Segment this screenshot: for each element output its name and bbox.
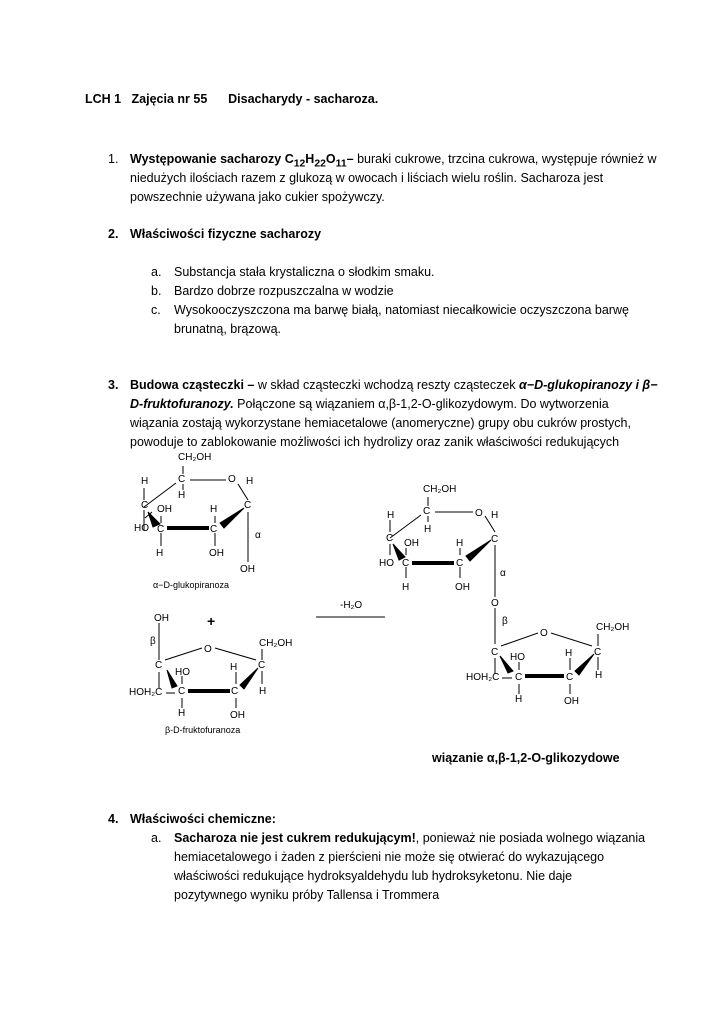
atom-label: C [491,647,499,658]
atom-label: C [515,672,523,683]
atom-label: H [402,582,410,593]
list-letter-a: a. [151,265,162,279]
atom-label: H [246,476,254,487]
beta-label: β [150,636,156,647]
atom-label: OH [209,548,224,559]
fructose-ch2oh-label: CH₂OH [259,638,293,649]
glycosidic-oxygen: O [491,598,499,609]
section-4-line-2: hemiacetalowego i żaden z pierścieni nie może się otwierać do wykazującego [174,850,605,864]
section-4-line-4: pozytywnego wyniku próby Tallensa i Trommera [174,888,440,902]
atom-label: C [157,524,165,535]
atom-label: C [456,558,464,569]
atom-label: HO [379,558,394,569]
section-2-title: Właściwości fizyczne sacharozy [130,227,322,241]
atom-label: H [178,708,186,719]
atom-label: H [141,476,149,487]
atom-label: H [259,686,267,697]
atom-label: HO [510,652,525,663]
atom-label: HO [175,667,190,678]
section-4-number: 4. [108,812,119,826]
atom-label: O [228,474,236,485]
list-letter-a: a. [151,831,162,845]
section-4-title: Właściwości chemiczne: [130,812,276,826]
atom-label: OH [230,710,245,721]
atom-label: OH [404,538,419,549]
atom-label: OH [455,582,470,593]
atom-label: H [491,510,499,521]
atom-label: C [386,533,394,544]
atom-label: HOH₂C [466,672,500,683]
glucose-ch2oh-label: CH₂OH [178,452,212,463]
atom-label: O [475,508,483,519]
atom-label: H [156,548,164,559]
list-letter-b: b. [151,284,162,298]
atom-label: OH [154,613,169,624]
list-letter-c: c. [151,303,161,317]
atom-label: C [244,500,252,511]
atom-label: C [258,660,266,671]
atom-label: C [423,506,431,517]
section-3-line-2: D-fruktofuranozy. Połączone są wiązaniem α,β-1,2-O-glikozydowym. Do wytworzenia [130,397,609,411]
section-1-number: 1. [108,152,119,166]
atom-label: H [210,504,218,515]
bond-caption: wiązanie α,β-1,2-O-glikozydowe [432,751,620,765]
atom-label: C [155,660,163,671]
atom-label: HOH₂C [129,687,163,698]
atom-label: H [230,662,238,673]
atom-label: OH [240,564,255,575]
atom-label: H [515,694,523,705]
atom-label: H [595,670,603,681]
lesson-label: Zajęcia nr 55 [131,92,208,106]
property-item: Bardzo dobrze rozpuszczalna w wodzie [174,284,394,298]
section-3-number: 3. [108,378,119,392]
beta-label: β [502,616,508,627]
atom-label: H [387,510,395,521]
section-1-line-3: powszechnie używana jako cukier spożywczy. [130,190,385,204]
atom-label: H [424,524,432,535]
topic-title: Disacharydy - sacharoza. [228,92,379,106]
atom-label: OH [564,696,579,707]
plus-sign: + [207,613,216,629]
atom-label: C [231,686,239,697]
section-3-line-1: Budowa cząsteczki – w skład cząsteczki wchodzą reszty cząsteczek α−D-glukopiranozy i β− [130,378,658,392]
property-item: Substancja stała krystaliczna o słodkim smaku. [174,265,435,279]
atom-label: HO [134,523,149,534]
glucose-caption: α−D-glukopiranoza [153,580,229,590]
alpha-label: α [500,568,506,579]
section-4-line-1: Sacharoza nie jest cukrem redukującym!, ponieważ nie posiada wolnego wiązania [174,831,646,845]
property-item-continued: brunatną, brązową. [174,322,282,336]
atom-label: OH [157,504,172,515]
atom-label: C [402,558,410,569]
section-3-line-3: wiązania zostają wykorzystane hemiacetalowe (anomeryczne) grupy obu cukrów prostych, [130,416,631,430]
alpha-label: α [255,530,261,541]
atom-label: O [540,628,548,639]
atom-label: C [491,534,499,545]
fructose-caption: β-D-fruktofuranoza [165,725,241,735]
atom-label: O [204,644,212,655]
atom-label: C [210,524,218,535]
arrow-label: -H₂O [340,600,363,611]
atom-label: C [566,672,574,683]
atom-label: C [178,686,186,697]
atom-label: C [178,474,186,485]
section-1-line-2: niedużych ilościach razem z glukozą w owocach i liściach wielu roślin. Sacharoza jest [130,171,604,185]
sucrose-fructose-ch2oh-label: CH₂OH [596,622,630,633]
property-item: Wysokooczyszczona ma barwę białą, natomiast niecałkowicie oczyszczona barwę [174,303,629,317]
atom-label: H [565,648,573,659]
section-1-line-1: Występowanie sacharozy $C_{12}H_{22}O_{11}-$ buraki cukrowe, trzcina cukrowa, występuje również w [130,152,657,170]
atom-label: H [456,538,464,549]
course-label: LCH 1 [85,92,122,106]
sucrose-ch2oh-label: CH₂OH [423,484,457,495]
section-4-line-3: właściwości redukujące hydroksyaldehydu lub hydroksyketonu. Nie daje [174,869,573,883]
section-2-number: 2. [108,227,119,241]
atom-label: H [178,490,186,501]
section-3-line-4: powoduje to zablokowanie możliwości ich hydrolizy oraz zanik właściwości redukujących [130,435,620,449]
atom-label: C [594,647,602,658]
section-1-title: Występowanie sacharozy $C_{12}H_{22}O_{11}-$ [130,152,354,170]
atom-label: C [141,500,149,511]
